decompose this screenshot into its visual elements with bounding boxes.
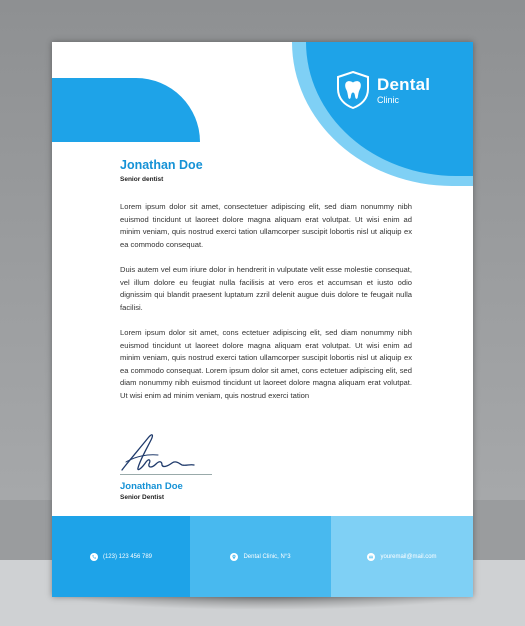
location-pin-icon: [230, 553, 238, 561]
footer-address: [190, 516, 331, 597]
handwritten-signature: [118, 428, 218, 474]
phone-icon: [90, 553, 98, 561]
sender-name: Jonathan Doe: [120, 158, 203, 172]
footer-phone-text: (123) 123 456 789: [102, 553, 153, 560]
footer-email: [331, 516, 473, 597]
signer-role: Senior Dentist: [120, 494, 165, 501]
clinic-logo-text: [377, 76, 430, 105]
letter-body: [120, 201, 412, 415]
contact-footer: [52, 516, 473, 597]
body-paragraph-3: Lorem ipsum dolor sit amet, cons ectetuer adipiscing elit, sed diam nonummy nibh euismod tincidunt ut laoreet dolore magna aliquam erat volutpat. Ut wisi enim ad minim veniam, quis nostrud exerci tation ullamcorper suscipit lobortis nisl ut aliquip ex ea commodo consequat. Lorem ipsum dolor sit amet, cons ectetuer adipiscing elit, sed diam nonummy nibh euismod tincidunt ut laoreet dolore magna aliquam erat volutpat. Ut wisi enim ad minim veniam, quis nostrud exerci tation: [120, 328, 412, 400]
tooth-shield-icon: [336, 71, 370, 109]
footer-address-text: Dental Clinic, N°3: [243, 553, 291, 560]
clinic-logo: [336, 70, 466, 110]
clinic-subtitle: Clinic: [377, 94, 400, 105]
footer-email-text: youremail@mail.com: [380, 553, 437, 560]
body-paragraph-2: Duis autem vel eum iriure dolor in hendrerit in vulputate velit esse molestie consequat, vel illum dolore eu feugiat nulla facilisis at vero eros et accumsan et iusto odio dignissim qui blandit praesent luptatum zzril delenit augue duis dolore te feugait nulla facilisi.: [120, 265, 412, 312]
letterhead-sheet: [52, 42, 473, 597]
sender-role: Senior dentist: [120, 176, 164, 183]
signature-line: [120, 474, 212, 475]
top-left-accent-shape: [52, 78, 200, 142]
envelope-icon: [367, 553, 375, 561]
footer-phone: [52, 516, 190, 597]
signer-name: Jonathan Doe: [120, 481, 183, 492]
body-paragraph-1: Lorem ipsum dolor sit amet, consectetuer adipiscing elit, sed diam nonummy nibh euismod tincidunt ut laoreet dolore magna aliquam erat volutpat. Ut wisi enim ad minim veniam, quis nostrud exerci tation ullamcorper suscipit lobortis nisl ut aliquip ex ea commodo consequat.: [120, 202, 412, 249]
clinic-name: Dental: [377, 74, 431, 94]
